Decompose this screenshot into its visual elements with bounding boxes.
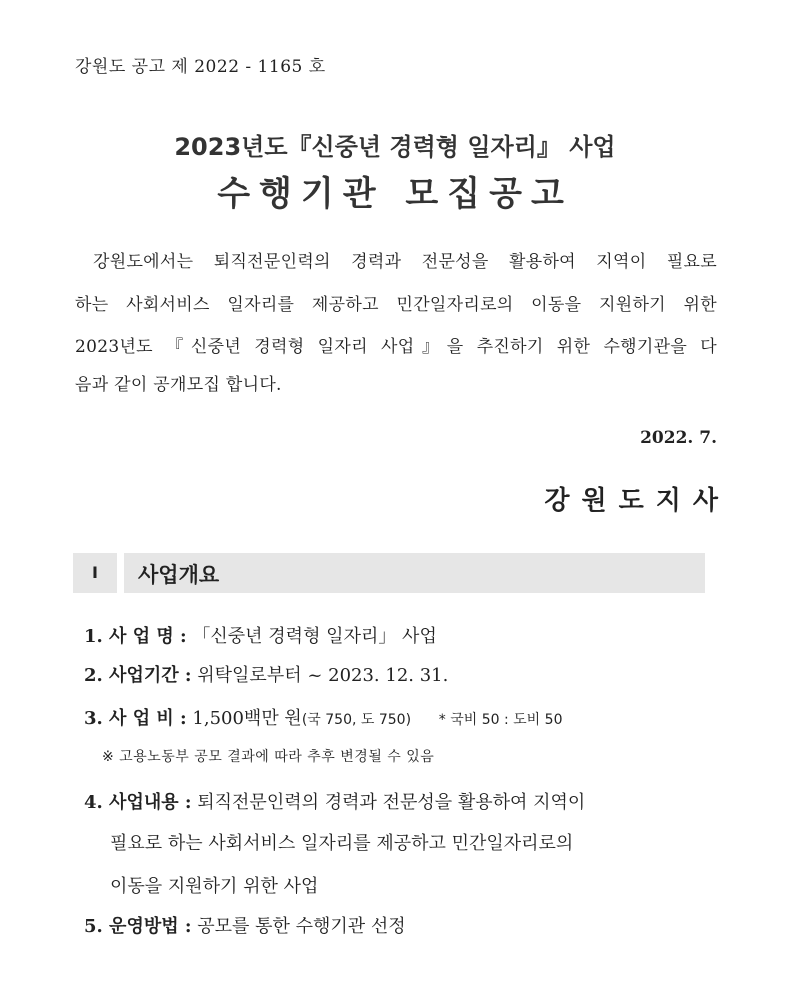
intro-line-3: 2023년도 『신중년 경력형 일자리 사업』을 추진하기 위한 수행기관을 다 bbox=[75, 337, 717, 357]
intro-line-1: 강원도에서는 퇴직전문인력의 경력과 전문성을 활용하여 지역이 필요로 bbox=[93, 252, 717, 272]
item-operation-method bbox=[84, 912, 406, 938]
item-business-name bbox=[84, 622, 437, 648]
item-value: 위탁일로부터 ~ 2023. 12. 31. bbox=[197, 665, 449, 686]
budget-ratio: * 국비 50 : 도비 50 bbox=[438, 712, 563, 728]
notice-number: 강원도 공고 제 2022 - 1165 호 bbox=[75, 57, 326, 77]
budget-breakdown: (국 750, 도 750) bbox=[301, 712, 412, 728]
item-label: 2. 사업기간 : bbox=[84, 665, 192, 686]
item-value: 퇴직전문인력의 경력과 전문성을 활용하여 지역이 bbox=[197, 792, 586, 813]
title-line-1: 2023년도『신중년 경력형 일자리』 사업 bbox=[174, 133, 616, 161]
item-label: 1. 사 업 명 : bbox=[84, 626, 187, 647]
signer: 강원도지사 bbox=[544, 486, 730, 516]
item-business-period bbox=[84, 661, 448, 687]
section-title: 사업개요 bbox=[138, 563, 220, 587]
item-content-line-3: 이동을 지원하기 위한 사업 bbox=[110, 876, 319, 897]
item-business-content bbox=[84, 788, 585, 814]
item-value: 공모를 통한 수행기관 선정 bbox=[197, 916, 406, 937]
item-label: 3. 사 업 비 : bbox=[84, 708, 187, 729]
budget-note: ※ 고용노동부 공모 결과에 따라 추후 변경될 수 있음 bbox=[102, 749, 435, 765]
item-business-budget bbox=[84, 704, 562, 730]
budget-amount: 1,500백만 원 bbox=[192, 708, 302, 729]
item-label: 4. 사업내용 : bbox=[84, 792, 192, 813]
intro-line-4: 음과 같이 공개모집 합니다. bbox=[75, 375, 282, 395]
intro-line-2: 하는 사회서비스 일자리를 제공하고 민간일자리로의 이동을 지원하기 위한 bbox=[75, 295, 717, 315]
title-line-2: 수행기관 모집공고 bbox=[217, 174, 573, 214]
item-content-line-2: 필요로 하는 사회서비스 일자리를 제공하고 민간일자리로의 bbox=[110, 833, 574, 854]
announcement-date: 2022. 7. bbox=[640, 428, 717, 448]
item-value: 「신중년 경력형 일자리」 사업 bbox=[192, 626, 437, 647]
item-label: 5. 운영방법 : bbox=[84, 916, 192, 937]
section-number: Ⅰ bbox=[92, 563, 98, 582]
